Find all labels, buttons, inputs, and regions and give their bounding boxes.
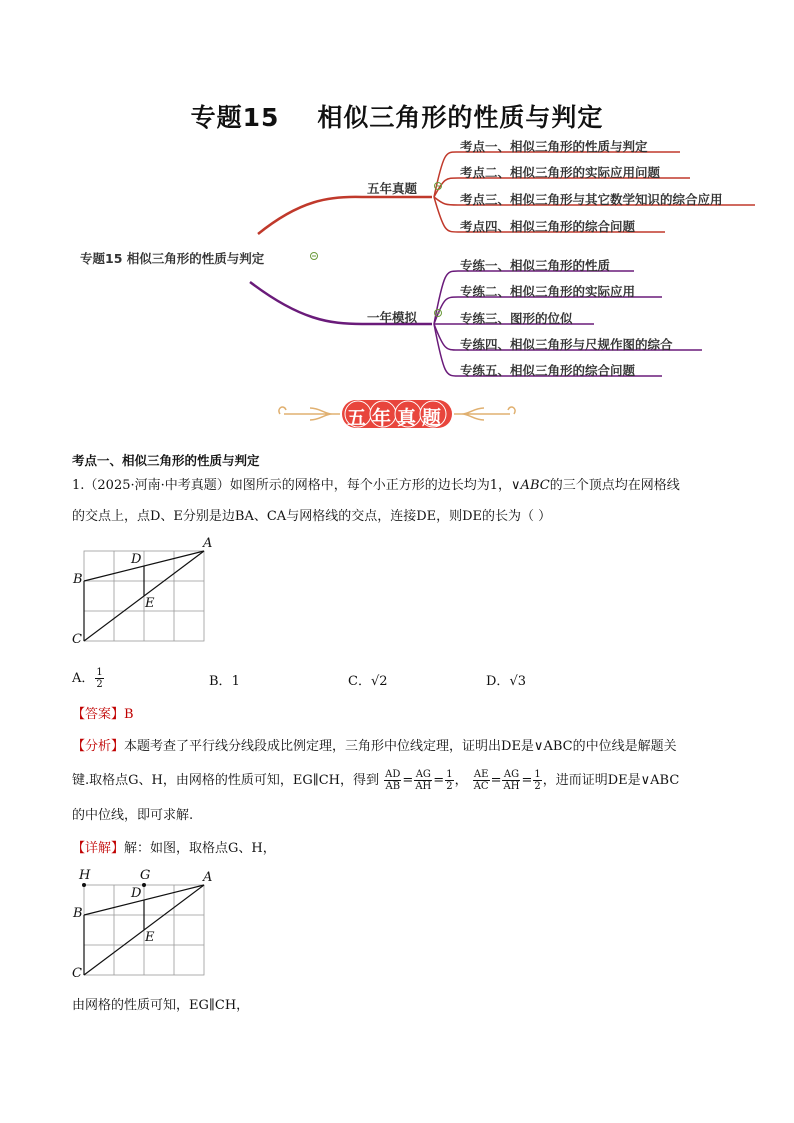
section-heading: 考点一、相似三角形的性质与判定 [72,453,260,468]
point-label-c2: C [72,966,82,981]
detail-line: 【详解】解：如图，取格点G、H， [72,841,276,856]
point-label-h: H [79,868,91,883]
fraction: $\frac{1}{2}$ [96,667,103,690]
option-b[interactable]: B．1 [209,674,240,689]
mindmap-root: 专题15 相似三角形的性质与判定 [80,251,265,266]
answer-line: 【答案】B [72,707,134,722]
question-text: 1.（2025·河南·中考真题）如图所示的网格中，每个小正方形的边长均为1，∨ABC的三个顶点均在网格线 [72,478,680,493]
mindmap-leaf: 考点四、相似三角形的综合问题 [460,219,636,234]
point-label-a2: A [203,870,213,885]
point-label-b: B [73,572,83,587]
mindmap-leaf: 专练四、相似三角形与尺规作图的综合 [460,337,673,352]
mindmap-leaf: 考点二、相似三角形的实际应用问题 [460,165,661,180]
analysis-line3: 的中位线，即可求解. [72,808,194,823]
mindmap-leaf: 专练二、相似三角形的实际应用 [460,284,636,299]
banner-title: 五年真题 [347,407,448,429]
mindmap-leaf: 专练三、图形的位似 [460,311,573,326]
option-d[interactable]: D．√3 [486,674,526,689]
point-label-d: D [131,552,142,567]
analysis-line1: 【分析】本题考查了平行线分线段成比例定理，三角形中位线定理，证明出DE是∨ABC的中位线是解题关 [72,739,677,754]
grid-figure-1 [68,536,218,648]
grid-figure-2 [68,868,218,980]
point-label-c: C [72,632,82,647]
mindmap-category-wunian: 五年真题 [367,181,418,196]
mindmap-leaf: 专练一、相似三角形的性质 [460,258,611,273]
page-title: 专题15 相似三角形的性质与判定 [190,103,604,132]
mindmap-leaf: 考点一、相似三角形的性质与判定 [460,139,648,154]
conclusion-line: 由网格的性质可知，EG∥CH， [72,998,250,1013]
point-label-e2: E [145,930,155,945]
point-label-b2: B [73,906,83,921]
point-label-g: G [140,868,151,883]
mindmap-category-yinian: 一年模拟 [367,310,418,325]
question-text-line2: 的交点上，点D、E分别是边BA、CA与网格线的交点，连接DE，则DE的长为（ ） [72,509,552,524]
point-label-e: E [145,596,155,611]
option-a[interactable]: A． $\frac{1}{2}$ [72,667,103,690]
mindmap-leaf: 专练五、相似三角形的综合问题 [460,363,636,378]
point-label-d2: D [131,886,142,901]
mindmap-leaf: 考点三、相似三角形与其它数学知识的综合应用 [460,192,723,207]
analysis-line2: 键.取格点G、H，由网格的性质可知，EG∥CH，得到 $\frac{AD}{AB}$ = $\frac{AG}{AH}$ = $\frac{1}{2}$ ， $\frac{AE}{AC}$ = $\frac{AG}{AH}$ = $\frac{1}{2}$ ，进而证明DE是∨ABC [72,769,680,792]
option-c[interactable]: C．√2 [348,674,388,689]
point-label-a: A [203,536,213,551]
